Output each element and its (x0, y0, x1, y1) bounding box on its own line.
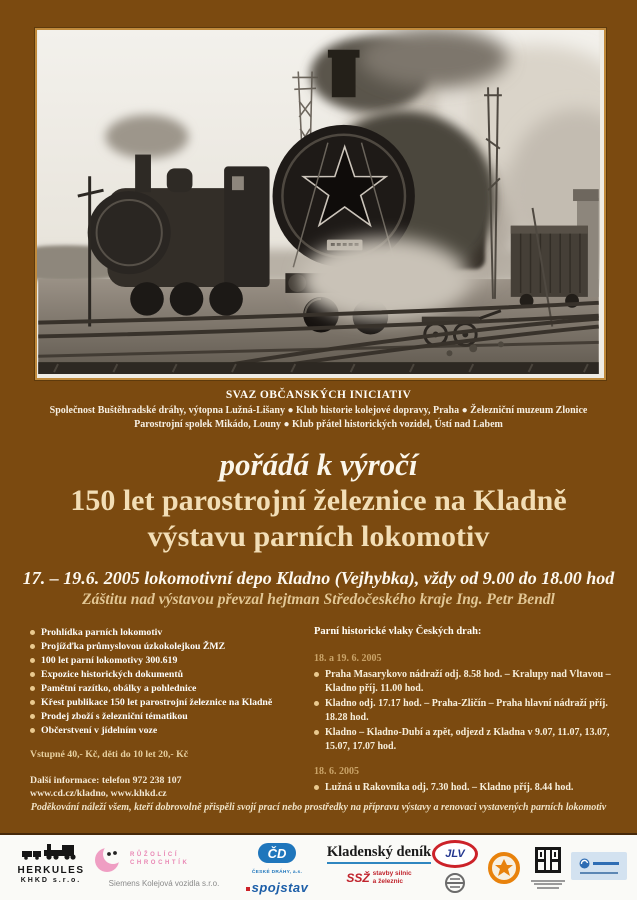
steam-locomotives-photo-illustration (37, 30, 600, 374)
program-item-label: Pamětní razítko, obálky a pohlednice (41, 683, 197, 694)
logo-orange-seal (487, 851, 521, 890)
logo-ssz (318, 870, 440, 885)
chrochtik-line-1: RŮŽOLÍCÍ (130, 852, 180, 858)
bullet-icon (314, 785, 319, 790)
details-columns (0, 626, 637, 808)
program-item-label: Občerstvení v jídelním voze (41, 725, 158, 736)
sponsor-logo-strip (0, 833, 637, 900)
logo-blue-partner (571, 852, 627, 880)
trains-group-date: 18. 6. 2005 (314, 766, 359, 777)
jlv-name: JLV (445, 848, 465, 860)
event-patronage: Záštitu nad výstavou převzal hejtman Středočeského kraje Ing. Petr Bendl (82, 591, 555, 608)
ssz-line-1: stavby silnic (372, 870, 412, 877)
bullet-icon (30, 714, 35, 719)
bullet-icon (30, 728, 35, 733)
round-orange-seal-icon (487, 851, 521, 885)
train-item-label: Kladno – Kladno-Dubí a zpět, odjezd z Kladna v 9.07, 11.07, 13.07, 15.07, 17.07 hod. (325, 727, 610, 752)
trains-column (292, 626, 637, 808)
program-item-label: Křest publikace 150 let parostrojní železnice na Kladně (41, 697, 273, 708)
herkules-sub: KHKD s.r.o. (20, 877, 82, 884)
jlv-oval (432, 840, 478, 868)
program-item-label: Projížďka průmyslovou úzkokolejkou ŽMZ (41, 641, 226, 652)
spojstav-name: spojstav (251, 880, 309, 895)
trains-group-1 (314, 653, 623, 753)
cd-name: ČESKÉ DRÁHY, a.s. (251, 870, 303, 875)
list-item (314, 781, 623, 795)
logo-kladensky-denik (318, 843, 440, 885)
ntm-caption-bar (531, 880, 565, 882)
organizers-block (0, 389, 637, 432)
train-item-label: Kladno odj. 17.17 hod. – Praha-Zličín – Praha hlavní nádraží příj. 18.28 hod. (325, 698, 608, 723)
list-item (30, 654, 292, 667)
list-item (30, 696, 292, 709)
event-dates: 17. – 19.6. 2005 lokomotivní depo Kladno (Vejhybka), vždy od 9.00 do 18.00 hod (22, 568, 615, 588)
ntm-caption-bar (537, 887, 559, 889)
ssz-line-2: a železnic (372, 877, 404, 885)
list-item (30, 640, 292, 653)
bullet-icon (30, 672, 35, 677)
acknowledgement-line: Poděkování náleží všem, kteří dobrovolně přispěli svojí prací nebo prostředky na přípravu výstavy a renovaci vystavených parních lokomotiv (30, 802, 607, 813)
logo-ruzolici-chrochtik (94, 844, 234, 888)
train-item-label: Praha Masarykovo nádraží odj. 8.58 hod. – Kralupy nad Vltavou – Kladno příj. 11.00 hod. (325, 669, 611, 694)
list-item (30, 626, 292, 639)
railway-club-emblem-icon (444, 872, 466, 894)
event-info-block (0, 567, 637, 610)
locomotive-photo (35, 28, 606, 380)
ssz-mark: SSŽ (346, 870, 370, 885)
org-line-1: Společnost Buštěhradské dráhy, výtopna Lužná-Lišany ● Klub historie kolejové dopravy, Praha ● Železniční muzeum Zlonice (49, 405, 588, 416)
program-item-label: 100 let parní lokomotivy 300.619 (41, 655, 178, 666)
program-list (30, 626, 292, 737)
svg-text:ČD: ČD (267, 846, 287, 861)
info-web: www.cd.cz/kladno, www.khkd.cz (30, 788, 167, 799)
bullet-icon (30, 644, 35, 649)
locomotive-icon (22, 842, 80, 860)
bullet-icon (314, 701, 319, 706)
page-title: 150 let parostrojní železnice na Kladně (70, 484, 567, 517)
org-line-2: Parostrojní spolek Mikádo, Louny ● Klub přátel historických vozidel, Ústí nad Labem (134, 419, 503, 430)
list-item (30, 724, 292, 737)
bullet-icon (314, 672, 319, 677)
ntm-emblem-icon (535, 847, 561, 873)
program-item-label: Expozice historických dokumentů (41, 669, 184, 680)
program-column (0, 626, 292, 808)
ntm-caption-bar (534, 883, 562, 885)
bullet-icon (30, 658, 35, 663)
logo-herkules (14, 842, 88, 885)
admission-price: Vstupné 40,- Kč, děti do 10 let 20,- Kč (30, 749, 189, 760)
logo-ceske-drahy (240, 842, 314, 895)
blue-partner-logo-icon (579, 858, 590, 869)
train-item-label: Lužná u Rakovníka odj. 7.30 hod. – Kladno příj. 8.44 hod. (325, 782, 574, 793)
bullet-icon (30, 686, 35, 691)
program-item-label: Prohlídka parních lokomotiv (41, 627, 163, 638)
title-intro: pořádá k výročí (219, 447, 418, 482)
herkules-name: HERKULES (17, 865, 85, 876)
list-item (314, 668, 623, 695)
trains-header: Parní historické vlaky Českých drah: (314, 626, 482, 637)
bullet-icon (314, 730, 319, 735)
list-item (30, 710, 292, 723)
pink-crescent-smiley-icon (94, 844, 124, 874)
partner-name-bar (593, 862, 619, 865)
trains-list-1 (314, 668, 623, 753)
contact-info (30, 774, 292, 800)
chrochtik-line-2: CHROCHTÍK (130, 860, 190, 866)
partner-caption-bar (580, 872, 618, 874)
list-item (30, 682, 292, 695)
list-item (314, 697, 623, 724)
logo-spojstav (240, 880, 314, 895)
info-phone: Další informace: telefon 972 238 107 (30, 775, 182, 786)
org-union-title: SVAZ OBČANSKÝCH INICIATIV (225, 389, 412, 401)
trains-group-date: 18. a 19. 6. 2005 (314, 653, 382, 664)
bullet-icon (30, 630, 35, 635)
spojstav-mark-icon (246, 887, 250, 891)
trains-list-2 (314, 781, 623, 795)
trains-group-2 (314, 766, 623, 795)
logo-ntm (527, 847, 569, 889)
program-item-label: Prodej zboží s železniční tématikou (41, 711, 188, 722)
list-item (30, 668, 292, 681)
title-block (0, 446, 637, 555)
page-subtitle: výstavu parních lokomotiv (147, 520, 490, 553)
kladensky-denik-name: Kladenský deník (327, 844, 431, 864)
cd-railways-icon (257, 842, 297, 864)
siemens-caption: Siemens Kolejová vozidla s.r.o. (108, 879, 220, 888)
logo-jlv (432, 840, 478, 899)
bullet-icon (30, 700, 35, 705)
list-item (314, 726, 623, 753)
